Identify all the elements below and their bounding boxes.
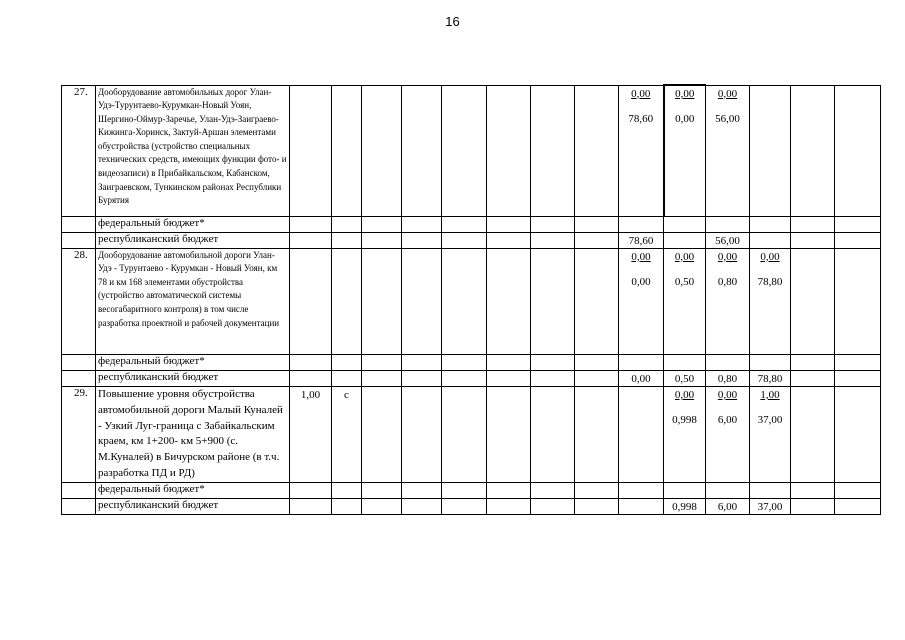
- row-number: 28.: [62, 248, 96, 354]
- table-cell: [487, 386, 531, 482]
- table-cell: [362, 498, 402, 514]
- table-cell: [531, 482, 575, 498]
- value-cell: 0,00 78,80: [750, 248, 791, 354]
- table-cell: [487, 370, 531, 386]
- value-cell: 0,00 0,00: [619, 248, 664, 354]
- table-cell: [362, 216, 402, 232]
- capacity-cell: 1,00: [290, 386, 332, 482]
- row-description: Дооборудование автомобильной дороги Улан-Удэ - Турунтаево - Курумкан - Новый Уоян, км 78 и км 168 элементами обустройства (устройство автоматической системы весогабаритного контроля) в том числе разработка проектной и рабочей документации: [96, 248, 290, 354]
- table-cell: [290, 370, 332, 386]
- table-cell: [362, 248, 402, 354]
- table-cell: [290, 482, 332, 498]
- table-cell: [619, 354, 664, 370]
- table-cell: [442, 386, 487, 482]
- table-cell: [575, 354, 619, 370]
- table-cell: [442, 216, 487, 232]
- table-cell: [835, 216, 881, 232]
- row-description: Дооборудование автомобильных дорог Улан-Удэ-Турунтаево-Курумкан-Новый Уоян, Шергино-Оймур-Заречье, Улан-Удэ-Заиграево-Кижинга-Хоринск, Зактуй-Аршан элементами обустройства (устройство специальных технических средств, имеющих функции фото- и видеозаписи) в Прибайкальском, Кабанском, Заиграевском, Тункинском районах Республики Бурятия: [96, 85, 290, 216]
- value-cell: 0,00 0,00: [664, 85, 706, 216]
- table-cell: 0,80: [706, 370, 750, 386]
- table-cell: [442, 498, 487, 514]
- table-cell: 56,00: [706, 232, 750, 248]
- value-cell: 0,00 0,998: [664, 386, 706, 482]
- value-cell: [619, 386, 664, 482]
- table-cell: [835, 248, 881, 354]
- table-row: [62, 498, 881, 514]
- table-cell: [487, 216, 531, 232]
- table-cell: [835, 386, 881, 482]
- table-cell: [791, 498, 835, 514]
- table-cell: [290, 354, 332, 370]
- table-cell: [791, 248, 835, 354]
- table-cell: [62, 482, 96, 498]
- table-cell: [791, 386, 835, 482]
- table-cell: [487, 482, 531, 498]
- table-cell: [402, 248, 442, 354]
- table-cell: 0,50: [664, 370, 706, 386]
- table-cell: [290, 216, 332, 232]
- table-cell: 78,60: [619, 232, 664, 248]
- value-cell: [750, 85, 791, 216]
- table-cell: [402, 386, 442, 482]
- table-cell: 37,00: [750, 498, 791, 514]
- table-cell: [791, 370, 835, 386]
- table-cell: [791, 354, 835, 370]
- table-cell: [791, 232, 835, 248]
- table-cell: [531, 216, 575, 232]
- table-cell: [706, 482, 750, 498]
- republic-budget-label: республиканский бюджет: [96, 370, 290, 386]
- table-cell: [332, 370, 362, 386]
- table-cell: [531, 354, 575, 370]
- table-cell: [835, 232, 881, 248]
- table-cell: [575, 386, 619, 482]
- value-cell: 0,00 0,80: [706, 248, 750, 354]
- value-cell: 0,00 0,50: [664, 248, 706, 354]
- table-cell: [442, 482, 487, 498]
- table-row: [62, 216, 881, 232]
- table-cell: [575, 482, 619, 498]
- table-cell: [619, 482, 664, 498]
- table-cell: [332, 498, 362, 514]
- table-cell: [664, 216, 706, 232]
- table-cell: [835, 482, 881, 498]
- table-cell: [332, 482, 362, 498]
- table-cell: [402, 498, 442, 514]
- table-cell: [619, 498, 664, 514]
- table-cell: [750, 354, 791, 370]
- table-cell: [332, 216, 362, 232]
- federal-budget-label: федеральный бюджет*: [96, 482, 290, 498]
- table-cell: [487, 354, 531, 370]
- table-cell: [362, 370, 402, 386]
- table-cell: [362, 386, 402, 482]
- table-cell: [332, 248, 362, 354]
- table-cell: [791, 216, 835, 232]
- table-row: [62, 85, 881, 216]
- table-cell: [664, 482, 706, 498]
- table-cell: [619, 216, 664, 232]
- table-cell: [487, 248, 531, 354]
- table-cell: [402, 216, 442, 232]
- table-cell: [442, 354, 487, 370]
- table-cell: [62, 370, 96, 386]
- table-cell: [750, 232, 791, 248]
- table-cell: [575, 498, 619, 514]
- table-cell: [575, 216, 619, 232]
- table-cell: 0,00: [619, 370, 664, 386]
- republic-budget-label: республиканский бюджет: [96, 232, 290, 248]
- table-cell: [62, 498, 96, 514]
- table-cell: [362, 482, 402, 498]
- table-cell: [442, 232, 487, 248]
- table-row: [62, 386, 881, 482]
- table-cell: [290, 248, 332, 354]
- federal-budget-label: федеральный бюджет*: [96, 354, 290, 370]
- table-row: [62, 482, 881, 498]
- table-cell: [750, 482, 791, 498]
- federal-budget-label: федеральный бюджет*: [96, 216, 290, 232]
- table-cell: [487, 232, 531, 248]
- table-cell: [835, 354, 881, 370]
- table-row: [62, 232, 881, 248]
- table-cell: [402, 370, 442, 386]
- table-cell: [664, 354, 706, 370]
- table-cell: [332, 232, 362, 248]
- republic-budget-label: республиканский бюджет: [96, 498, 290, 514]
- table-row: [62, 370, 881, 386]
- table-cell: [442, 370, 487, 386]
- budget-table: [61, 84, 881, 515]
- table-row: [62, 248, 881, 354]
- table-cell: [362, 232, 402, 248]
- table-cell: [402, 232, 442, 248]
- table-cell: [362, 354, 402, 370]
- row-number: 29.: [62, 386, 96, 482]
- value-cell: 1,00 37,00: [750, 386, 791, 482]
- table-cell: [332, 354, 362, 370]
- table-row: [62, 354, 881, 370]
- table-cell: [531, 248, 575, 354]
- row-number: 27.: [62, 85, 96, 216]
- table-cell: [575, 248, 619, 354]
- table-cell: [664, 232, 706, 248]
- table-cell: 0,998: [664, 498, 706, 514]
- table-cell: [402, 482, 442, 498]
- table-cell: [487, 498, 531, 514]
- table-cell: [531, 498, 575, 514]
- table-cell: [791, 482, 835, 498]
- table-cell: [575, 370, 619, 386]
- table-cell: [290, 232, 332, 248]
- table-cell: [290, 498, 332, 514]
- unit-cell: с: [332, 386, 362, 482]
- table-cell: [62, 354, 96, 370]
- value-cell: 0,00 6,00: [706, 386, 750, 482]
- table-cell: [750, 216, 791, 232]
- table-cell: 78,80: [750, 370, 791, 386]
- table-cell: [835, 498, 881, 514]
- value-cell: 0,00 78,60: [619, 85, 664, 216]
- table-cell: [402, 354, 442, 370]
- table-cell: [531, 386, 575, 482]
- table-cell: [531, 370, 575, 386]
- table-cell: [835, 370, 881, 386]
- value-cell: 0,00 56,00: [706, 85, 750, 216]
- row-description: Повышение уровня обустройства автомобильной дороги Малый Куналей - Узкий Луг-граница с Забайкальским краем, км 1+200- км 5+900 (с. М.Куналей) в Бичурском районе (в т.ч. разработка ПД и РД): [96, 386, 290, 482]
- table-cell: 6,00: [706, 498, 750, 514]
- table-cell: [706, 216, 750, 232]
- table-cell: [706, 354, 750, 370]
- table-cell: [575, 232, 619, 248]
- table-cell: [531, 232, 575, 248]
- table-cell: [442, 248, 487, 354]
- page-number: 16: [445, 14, 460, 29]
